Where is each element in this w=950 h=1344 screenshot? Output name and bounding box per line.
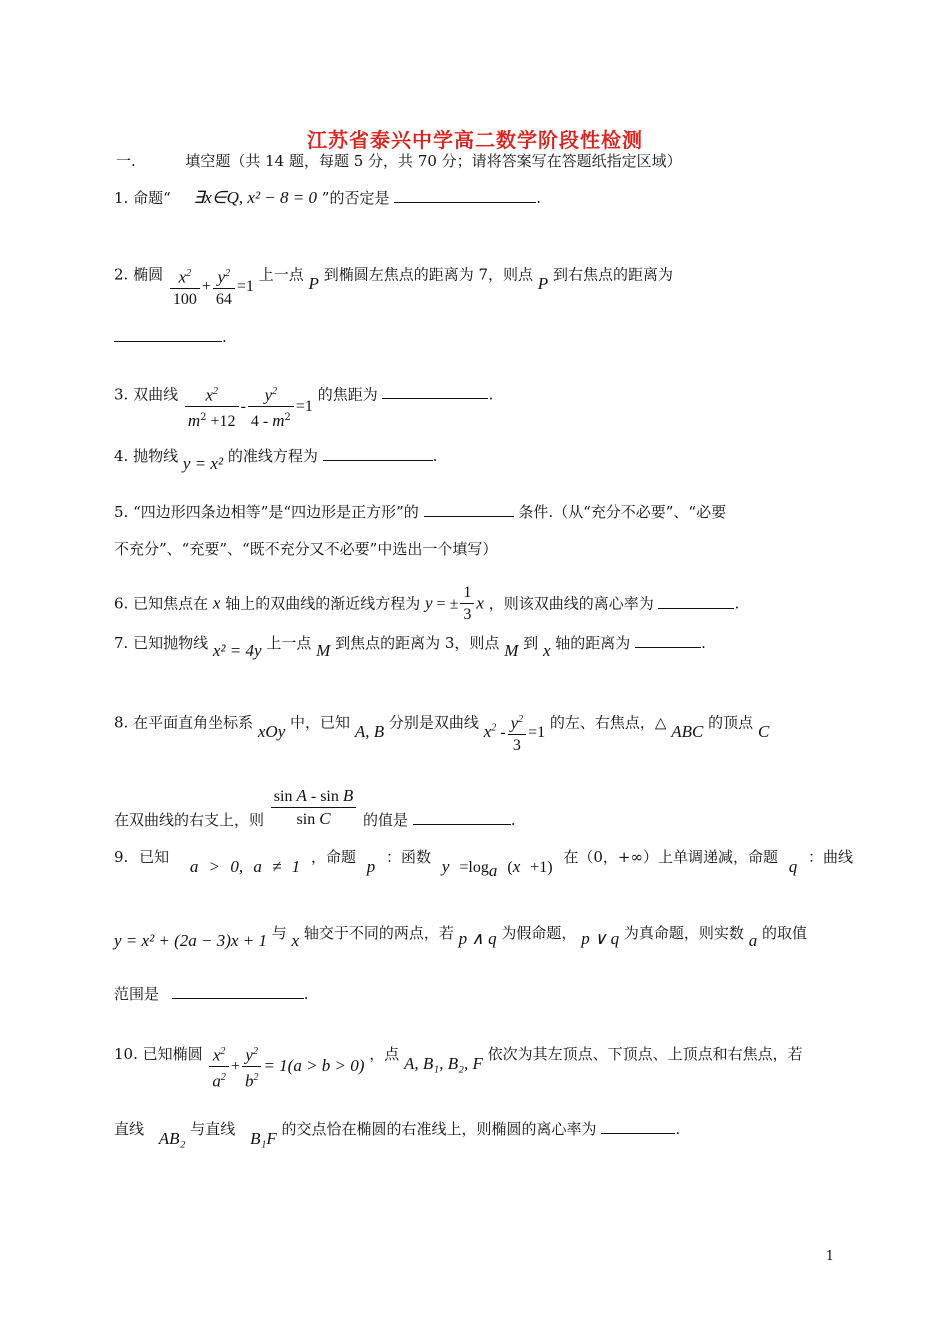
q9-proposition-q: q <box>788 857 798 876</box>
section-label: 填空题（共 14 题，每题 5 分，共 70 分；请将答案写在答题纸指定区域） <box>185 152 682 170</box>
q8-text: 8. 在平面直角坐标系 <box>114 713 254 732</box>
q3-text: 3. 双曲线 <box>114 385 179 404</box>
q4-text: 4. 抛物线 <box>114 447 179 465</box>
q2-point-p: P <box>308 274 319 294</box>
q7-text-mid3: 到 <box>523 634 539 652</box>
question-3: 3. 双曲线 $\frac{x^2}{m^2 +12}$ - $\frac{y^2}{4 - m^2}$ =1 的焦距为 . <box>114 370 493 421</box>
q4-math: y = x² <box>182 454 224 473</box>
q8-text-line2post: 的值是 <box>363 810 409 829</box>
q9-var-a: a <box>748 931 758 950</box>
q7-point-m: M <box>316 641 331 660</box>
q8-points-ab: A, B <box>354 722 385 742</box>
q9-text-mid3: 在（0，+∞）上单调递减，命题 <box>563 848 778 866</box>
q9-var-x: x <box>291 931 300 950</box>
q9-condition: a > 0, a ≠ 1 <box>189 857 301 876</box>
q8-text-mid3: 的左、右焦点，△ <box>549 713 667 732</box>
answer-blank[interactable] <box>658 594 734 609</box>
q8-text-mid4: 的顶点 <box>708 713 754 732</box>
q9-p-and-q: p ∧ q <box>458 929 497 948</box>
answer-blank[interactable] <box>172 984 304 999</box>
question-1: 1. 命题“ ∃x∈Q, x² − 8 = 0 ”的否定是 . <box>114 188 542 207</box>
page-number: 1 <box>825 1249 834 1264</box>
q8-point-c: C <box>757 722 770 742</box>
question-2-blank-line: . <box>114 326 227 348</box>
q10-line-ab2: AB₂ <box>158 1129 186 1148</box>
q9-text-mid1: ，命题 <box>310 848 356 866</box>
q9-text-line3: 范围是 <box>114 985 160 1003</box>
q9-text-mid2: ：函数 <box>386 848 432 866</box>
q2-text: 2. 椭圆 <box>114 265 164 284</box>
q7-math: x² = 4y <box>212 641 262 660</box>
q9-text-line2a: 与 <box>271 924 287 942</box>
fraction-x2-a2: $\frac{x^2}{a^2}$ <box>209 1042 229 1092</box>
q10-text: 10. 已知椭圆 <box>114 1045 203 1064</box>
q9-p-or-q: p ∨ q <box>581 929 620 948</box>
section-heading <box>116 150 682 171</box>
question-4: 4. 抛物线 y = x² 的准线方程为 . <box>114 447 438 473</box>
question-9: 9. 已知 a > 0, a ≠ 1 ，命题 p ：函数 $y =\log_a$ (x +1) 在（0，+∞）上单调递减，命题 q ：曲线 <box>114 848 854 881</box>
q10-line-b1f: B₁F <box>250 1129 277 1148</box>
fraction-x2-100: $\frac{x^2}{100}$ <box>170 264 200 311</box>
q10-text-line2mid: 与直线 <box>190 1120 236 1138</box>
q1-text-post: ”的否定是 <box>321 189 390 207</box>
q5-text-line1: 5. “四边形四条边相等”是“四边形是正方形”的 <box>114 503 419 521</box>
q1-text: 1. 命题“ <box>114 189 171 207</box>
q9-text: 9. 已知 <box>114 848 170 866</box>
q7-text-post: 轴的距离为 <box>555 634 631 652</box>
question-8: 8. 在平面直角坐标系 xOy 中，已知 A, B 分别是双曲线 $x^2$ - $\frac{y^2}{3}$ =1 的左、右焦点，△ ABC 的顶点 C <box>114 700 769 747</box>
answer-blank[interactable] <box>635 633 701 648</box>
q10-condition: = 1(a > b > 0) <box>263 1056 365 1076</box>
fraction-sin: $\frac{\text{sin A - sin B}}{\text{sin C}}$ <box>271 786 356 831</box>
section-number: 一. <box>116 152 136 170</box>
fraction-y2-64: $\frac{y^2}{64}$ <box>213 264 235 311</box>
q6-text: 6. 已知焦点在 <box>114 594 209 613</box>
q8-coord-system: xOy <box>257 722 286 742</box>
q7-text: 7. 已知抛物线 <box>114 634 209 652</box>
q9-text-line2b: 轴交于不同的两点，若 <box>303 924 454 942</box>
fraction-y2-b2: $\frac{y^2}{b^2}$ <box>242 1042 262 1092</box>
q10-text-line2post: 的交点恰在椭圆的右准线上，则椭圆的离心率为 <box>281 1120 597 1138</box>
question-8-line2: 在双曲线的右支上，则 $\frac{\text{sin A - sin B}}{\text{sin C}}$ 的值是 . <box>114 786 516 831</box>
answer-blank[interactable] <box>424 502 514 517</box>
q6-var-x: x <box>212 593 221 613</box>
question-6: 6. 已知焦点在 x 轴上的双曲线的渐近线方程为 y = ± $\frac{1}{3}$ x ，则该双曲线的离心率为 . <box>114 583 739 626</box>
q4-text-post: 的准线方程为 <box>227 447 318 465</box>
q6-text-mid: 轴上的双曲线的渐近线方程为 <box>225 594 421 613</box>
q10-text-mid2: 依次为其左顶点、下顶点、上顶点和右焦点，若 <box>487 1045 803 1064</box>
q2-point-p-2: P <box>537 274 549 294</box>
q8-text-mid1: 中，已知 <box>290 713 351 732</box>
q9-text-line2d: 为真命题，则实数 <box>623 924 744 942</box>
answer-blank[interactable] <box>114 327 222 342</box>
fraction-y2-3: $\frac{y^2}{3}$ <box>508 710 527 757</box>
q8-text-mid2: 分别是双曲线 <box>388 713 479 732</box>
q2-text-mid1: 上一点 <box>258 265 304 284</box>
question-10: 10. 已知椭圆 $\frac{x^2}{a^2}$ + $\frac{y^2}{b^2}$ = 1(a > b > 0) ，点 A, B₁, B₂, F 依次为其左顶点、下顶点、上顶点和右焦点，若 <box>114 1030 803 1080</box>
q1-math: ∃x∈Q, x² − 8 = 0 <box>193 188 317 207</box>
q9-text-line2e: 的取值 <box>762 924 808 942</box>
question-9-line3: 范围是 . <box>114 985 309 1003</box>
q9-proposition-p: p <box>366 857 376 876</box>
question-5 <box>114 501 726 523</box>
q8-triangle: ABC <box>671 722 704 742</box>
q3-text-post: 的焦距为 <box>317 385 378 404</box>
q9-text-mid4: ：曲线 <box>808 848 854 866</box>
answer-blank[interactable] <box>323 446 433 461</box>
q8-text-line2pre: 在双曲线的右支上，则 <box>114 810 265 829</box>
question-9-line2 <box>114 922 808 950</box>
q10-text-line2pre: 直线 <box>114 1120 145 1138</box>
q9-text-line2c: 为假命题， <box>501 924 577 942</box>
question-2: 2. 椭圆 $\frac{x^2}{100}$ + $\frac{y^2}{64}$ =1 上一点 P 到椭圆左焦点的距离为 7，则点 P 到右焦点的距离为 <box>114 252 673 299</box>
q2-text-mid3: 到右焦点的距离为 <box>552 265 673 284</box>
answer-blank[interactable] <box>394 188 536 203</box>
q10-text-mid1: ，点 <box>369 1045 400 1064</box>
q5-text-line2: 不充分”、“充要”、“既不充分又不必要”中选出一个填写） <box>114 540 498 558</box>
q9-curve: y = x² + (2a − 3)x + 1 <box>114 931 267 950</box>
q7-var-x: x <box>542 641 551 660</box>
q10-points: A, B₁, B₂, F <box>404 1054 483 1074</box>
answer-blank[interactable] <box>382 384 488 399</box>
q5-text-line1b: 条件.（从“充分不必要”、“必要 <box>518 503 727 521</box>
q7-text-mid1: 上一点 <box>266 634 312 652</box>
fraction-1-3: $\frac{1}{3}$ <box>460 583 474 626</box>
answer-blank[interactable] <box>601 1119 675 1134</box>
q7-text-mid2: 到焦点的距离为 3，则点 <box>335 634 500 652</box>
fraction-x2-m2plus12: $\frac{x^2}{m^2 +12}$ <box>185 382 239 433</box>
answer-blank[interactable] <box>413 810 511 825</box>
q2-text-mid2: 到椭圆左焦点的距离为 7，则点 <box>323 265 534 284</box>
question-10-line2: 直线 AB₂ 与直线 B₁F 的交点恰在椭圆的右准线上，则椭圆的离心率为 . <box>114 1120 681 1148</box>
page-title: 江苏省泰兴中学高二数学阶段性检测 <box>307 128 643 152</box>
q7-point-m-2: M <box>504 641 519 660</box>
fraction-y2-4minusm2: $\frac{y^2}{4 - m^2}$ <box>248 382 294 433</box>
q6-text-post: ，则该双曲线的离心率为 <box>488 594 654 613</box>
question-5-line2 <box>114 538 497 560</box>
question-7: 7. 已知抛物线 x² = 4y 上一点 M 到焦点的距离为 3，则点 M 到 x 轴的距离为 . <box>114 634 706 660</box>
